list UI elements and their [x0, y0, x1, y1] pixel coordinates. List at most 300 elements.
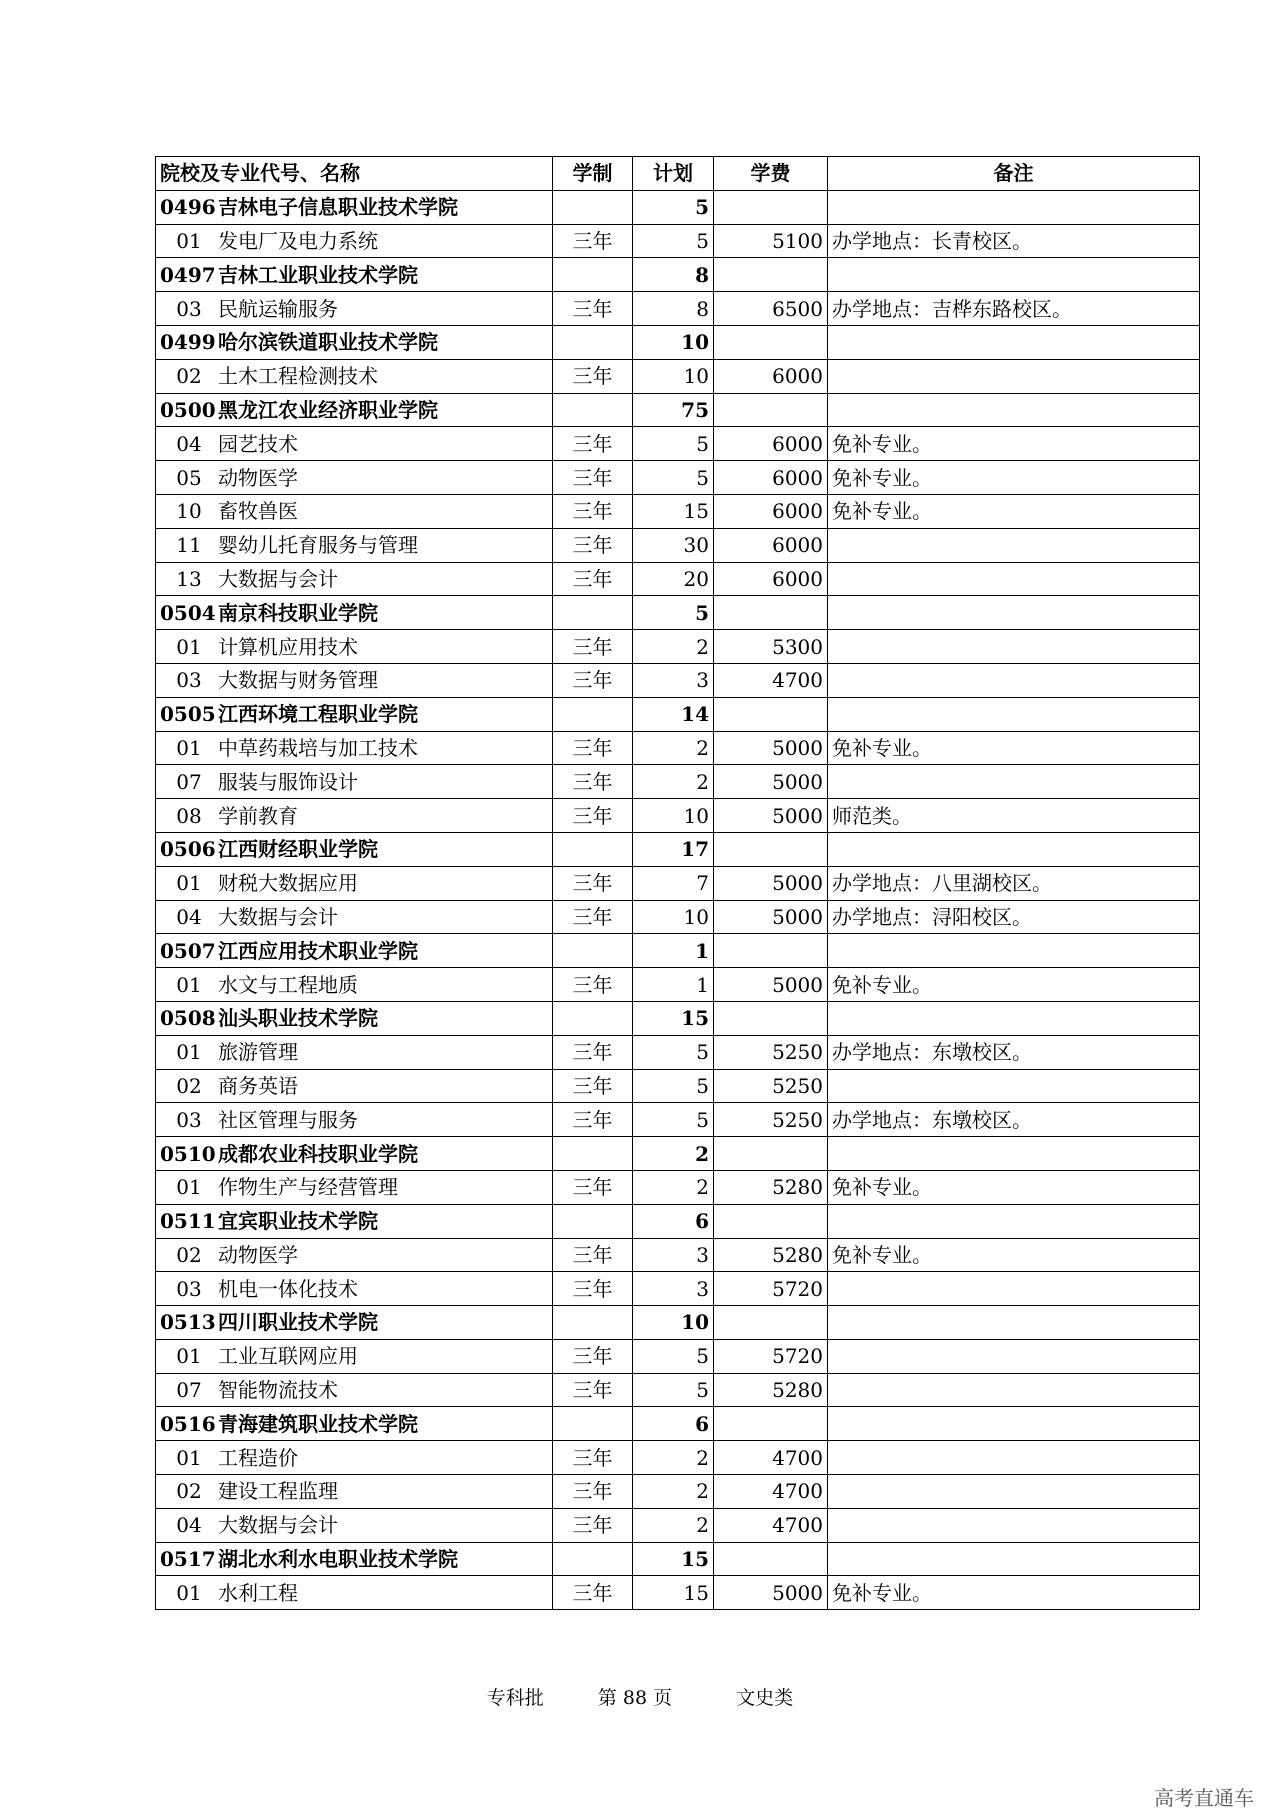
plan-cell: 2 — [633, 1441, 714, 1475]
name: 民航运输服务 — [218, 296, 338, 321]
name-cell — [156, 596, 553, 630]
name-cell — [156, 528, 553, 562]
note-cell — [828, 697, 1200, 731]
code: 03 — [176, 668, 202, 693]
name-cell — [156, 258, 553, 292]
note-cell — [828, 325, 1200, 359]
major-row — [156, 765, 1200, 799]
fee-cell: 6000 — [714, 359, 828, 393]
major-row — [156, 292, 1200, 326]
major-row — [156, 562, 1200, 596]
header-plan: 计划 — [633, 157, 714, 191]
major-row — [156, 528, 1200, 562]
plan-cell: 15 — [633, 494, 714, 528]
fee-cell — [714, 934, 828, 968]
fee-cell: 5250 — [714, 1035, 828, 1069]
header-note: 备注 — [828, 157, 1200, 191]
major-row — [156, 224, 1200, 258]
plan-cell: 10 — [633, 900, 714, 934]
system-cell — [553, 1407, 633, 1441]
note-cell — [828, 1542, 1200, 1576]
name-cell — [156, 1103, 553, 1137]
plan-cell: 2 — [633, 1508, 714, 1542]
plan-cell: 15 — [633, 1001, 714, 1035]
major-row — [156, 359, 1200, 393]
fee-cell: 5720 — [714, 1272, 828, 1306]
name-cell — [156, 427, 553, 461]
name-cell — [156, 731, 553, 765]
major-row — [156, 1103, 1200, 1137]
note-cell — [828, 393, 1200, 427]
name: 服装与服饰设计 — [218, 769, 358, 794]
code: 02 — [176, 1073, 202, 1098]
name: 计算机应用技术 — [218, 634, 358, 659]
name-cell — [156, 1272, 553, 1306]
code: 0506 — [160, 837, 216, 862]
code: 02 — [176, 364, 202, 389]
note-cell — [828, 359, 1200, 393]
plan-cell: 1 — [633, 968, 714, 1002]
name-cell — [156, 494, 553, 528]
fee-cell: 4700 — [714, 1475, 828, 1509]
code: 0497 — [160, 262, 216, 287]
fee-cell — [714, 1407, 828, 1441]
fee-cell: 5250 — [714, 1103, 828, 1137]
system-cell — [553, 393, 633, 427]
footer-category: 文史类 — [736, 1687, 794, 1709]
major-row — [156, 1576, 1200, 1610]
system-cell: 三年 — [553, 968, 633, 1002]
name: 四川职业技术学院 — [218, 1310, 378, 1335]
name-cell — [156, 1306, 553, 1340]
school-row — [156, 1137, 1200, 1171]
code: 02 — [176, 1242, 202, 1267]
name-cell — [156, 1035, 553, 1069]
plan-cell: 10 — [633, 325, 714, 359]
note-cell: 办学地点：浔阳校区。 — [828, 900, 1200, 934]
system-cell — [553, 1204, 633, 1238]
code: 0496 — [160, 195, 216, 220]
plan-cell: 8 — [633, 258, 714, 292]
fee-cell: 6000 — [714, 562, 828, 596]
watermark: 高考直通车 — [1154, 1786, 1254, 1810]
system-cell: 三年 — [553, 1576, 633, 1610]
plan-cell: 15 — [633, 1542, 714, 1576]
code: 0516 — [160, 1411, 216, 1436]
admissions-table — [155, 156, 1200, 1610]
code: 01 — [176, 1344, 202, 1369]
name: 吉林电子信息职业技术学院 — [218, 195, 458, 220]
name-cell — [156, 1373, 553, 1407]
name: 学前教育 — [218, 803, 298, 828]
plan-cell: 10 — [633, 799, 714, 833]
name-cell — [156, 393, 553, 427]
system-cell: 三年 — [553, 731, 633, 765]
name: 青海建筑职业技术学院 — [218, 1411, 418, 1436]
fee-cell: 4700 — [714, 1441, 828, 1475]
plan-cell: 2 — [633, 765, 714, 799]
fee-cell: 4700 — [714, 1508, 828, 1542]
name-cell — [156, 832, 553, 866]
major-row — [156, 799, 1200, 833]
fee-cell — [714, 393, 828, 427]
fee-cell: 5300 — [714, 630, 828, 664]
name: 园艺技术 — [218, 431, 298, 456]
system-cell: 三年 — [553, 630, 633, 664]
name-cell — [156, 562, 553, 596]
note-cell: 办学地点：东墩校区。 — [828, 1103, 1200, 1137]
name: 机电一体化技术 — [218, 1276, 358, 1301]
system-cell: 三年 — [553, 359, 633, 393]
fee-cell: 5000 — [714, 968, 828, 1002]
name: 社区管理与服务 — [218, 1107, 358, 1132]
fee-cell — [714, 258, 828, 292]
note-cell: 办学地点：长青校区。 — [828, 224, 1200, 258]
name-cell — [156, 934, 553, 968]
school-row — [156, 697, 1200, 731]
fee-cell: 5000 — [714, 799, 828, 833]
name-cell — [156, 1542, 553, 1576]
fee-cell: 5000 — [714, 900, 828, 934]
major-row — [156, 1035, 1200, 1069]
name-cell — [156, 1475, 553, 1509]
plan-cell: 3 — [633, 1272, 714, 1306]
school-row — [156, 934, 1200, 968]
name: 湖北水利水电职业技术学院 — [218, 1547, 458, 1572]
code: 02 — [176, 1479, 202, 1504]
name: 畜牧兽医 — [218, 499, 298, 524]
page-footer — [0, 1683, 1280, 1710]
system-cell: 三年 — [553, 1373, 633, 1407]
name-cell — [156, 866, 553, 900]
code: 01 — [176, 735, 202, 760]
note-cell — [828, 1137, 1200, 1171]
fee-cell — [714, 325, 828, 359]
plan-cell: 5 — [633, 1339, 714, 1373]
note-cell — [828, 1272, 1200, 1306]
name: 旅游管理 — [218, 1040, 298, 1065]
plan-cell: 15 — [633, 1576, 714, 1610]
major-row — [156, 1508, 1200, 1542]
name: 汕头职业技术学院 — [218, 1006, 378, 1031]
note-cell — [828, 258, 1200, 292]
code: 0511 — [160, 1209, 216, 1234]
note-cell: 免补专业。 — [828, 1238, 1200, 1272]
fee-cell — [714, 596, 828, 630]
school-row — [156, 1542, 1200, 1576]
note-cell — [828, 934, 1200, 968]
fee-cell: 5000 — [714, 866, 828, 900]
fee-cell — [714, 1306, 828, 1340]
school-row — [156, 325, 1200, 359]
code: 01 — [176, 1445, 202, 1470]
note-cell: 免补专业。 — [828, 731, 1200, 765]
system-cell: 三年 — [553, 562, 633, 596]
name-cell — [156, 1407, 553, 1441]
footer-batch: 专科批 — [486, 1687, 544, 1709]
name: 动物医学 — [218, 1242, 298, 1267]
name: 中草药栽培与加工技术 — [218, 735, 418, 760]
fee-cell: 5000 — [714, 765, 828, 799]
major-row — [156, 1238, 1200, 1272]
plan-cell: 3 — [633, 1238, 714, 1272]
note-cell — [828, 1339, 1200, 1373]
note-cell — [828, 1306, 1200, 1340]
code: 01 — [176, 1040, 202, 1065]
name-cell — [156, 1339, 553, 1373]
system-cell — [553, 1137, 633, 1171]
plan-cell: 5 — [633, 461, 714, 495]
code: 03 — [176, 1276, 202, 1301]
code: 0510 — [160, 1141, 216, 1166]
note-cell — [828, 1508, 1200, 1542]
school-row — [156, 1306, 1200, 1340]
code: 08 — [176, 803, 202, 828]
system-cell: 三年 — [553, 1272, 633, 1306]
plan-cell: 5 — [633, 1069, 714, 1103]
note-cell — [828, 190, 1200, 224]
fee-cell — [714, 697, 828, 731]
name: 建设工程监理 — [218, 1479, 338, 1504]
major-row — [156, 1069, 1200, 1103]
system-cell: 三年 — [553, 1441, 633, 1475]
major-row — [156, 1475, 1200, 1509]
school-row — [156, 1407, 1200, 1441]
plan-cell: 5 — [633, 1373, 714, 1407]
system-cell: 三年 — [553, 1339, 633, 1373]
code: 01 — [176, 972, 202, 997]
major-row — [156, 663, 1200, 697]
plan-cell: 2 — [633, 731, 714, 765]
name-cell — [156, 1204, 553, 1238]
name-cell — [156, 900, 553, 934]
note-cell — [828, 663, 1200, 697]
major-row — [156, 630, 1200, 664]
fee-cell: 6000 — [714, 528, 828, 562]
school-row — [156, 190, 1200, 224]
name: 水文与工程地质 — [218, 972, 358, 997]
code: 0508 — [160, 1006, 216, 1031]
plan-cell: 2 — [633, 630, 714, 664]
note-cell: 免补专业。 — [828, 968, 1200, 1002]
name: 水利工程 — [218, 1580, 298, 1605]
name: 工业互联网应用 — [218, 1344, 358, 1369]
plan-cell: 75 — [633, 393, 714, 427]
system-cell: 三年 — [553, 1170, 633, 1204]
name-cell — [156, 697, 553, 731]
system-cell: 三年 — [553, 1035, 633, 1069]
plan-cell: 6 — [633, 1407, 714, 1441]
plan-cell: 17 — [633, 832, 714, 866]
major-row — [156, 1272, 1200, 1306]
note-cell: 师范类。 — [828, 799, 1200, 833]
plan-cell: 2 — [633, 1137, 714, 1171]
table-body — [156, 190, 1200, 1609]
note-cell — [828, 528, 1200, 562]
code: 0499 — [160, 330, 216, 355]
fee-cell: 5280 — [714, 1373, 828, 1407]
name-cell — [156, 663, 553, 697]
name-cell — [156, 461, 553, 495]
major-row — [156, 1441, 1200, 1475]
fee-cell — [714, 1001, 828, 1035]
system-cell: 三年 — [553, 1103, 633, 1137]
fee-cell: 5280 — [714, 1238, 828, 1272]
code: 03 — [176, 296, 202, 321]
fee-cell: 6000 — [714, 427, 828, 461]
code: 0505 — [160, 702, 216, 727]
note-cell — [828, 1069, 1200, 1103]
system-cell — [553, 1001, 633, 1035]
name: 宜宾职业技术学院 — [218, 1209, 378, 1234]
plan-cell: 8 — [633, 292, 714, 326]
name: 黑龙江农业经济职业学院 — [218, 397, 438, 422]
note-cell — [828, 832, 1200, 866]
system-cell: 三年 — [553, 461, 633, 495]
fee-cell — [714, 1542, 828, 1576]
system-cell — [553, 190, 633, 224]
name: 智能物流技术 — [218, 1378, 338, 1403]
code: 01 — [176, 1175, 202, 1200]
system-cell: 三年 — [553, 1069, 633, 1103]
name-cell — [156, 765, 553, 799]
major-row — [156, 968, 1200, 1002]
fee-cell: 6500 — [714, 292, 828, 326]
code: 05 — [176, 465, 202, 490]
note-cell: 免补专业。 — [828, 1576, 1200, 1610]
name: 商务英语 — [218, 1073, 298, 1098]
system-cell — [553, 697, 633, 731]
name-cell — [156, 1069, 553, 1103]
note-cell — [828, 1204, 1200, 1238]
name: 大数据与会计 — [218, 566, 338, 591]
major-row — [156, 461, 1200, 495]
name: 大数据与财务管理 — [218, 668, 378, 693]
fee-cell — [714, 1137, 828, 1171]
name-cell — [156, 224, 553, 258]
code: 0517 — [160, 1547, 216, 1572]
note-cell: 办学地点：东墩校区。 — [828, 1035, 1200, 1069]
name: 成都农业科技职业学院 — [218, 1141, 418, 1166]
system-cell — [553, 325, 633, 359]
school-row — [156, 1001, 1200, 1035]
system-cell — [553, 596, 633, 630]
code: 04 — [176, 904, 202, 929]
system-cell — [553, 1542, 633, 1576]
code: 0504 — [160, 600, 216, 625]
fee-cell: 6000 — [714, 494, 828, 528]
name: 作物生产与经营管理 — [218, 1175, 398, 1200]
system-cell: 三年 — [553, 224, 633, 258]
system-cell: 三年 — [553, 799, 633, 833]
major-row — [156, 1373, 1200, 1407]
major-row — [156, 900, 1200, 934]
header-fee: 学费 — [714, 157, 828, 191]
name: 发电厂及电力系统 — [218, 228, 378, 253]
note-cell — [828, 1407, 1200, 1441]
system-cell — [553, 934, 633, 968]
fee-cell: 5000 — [714, 1576, 828, 1610]
fee-cell: 5000 — [714, 731, 828, 765]
name-cell — [156, 1137, 553, 1171]
plan-cell: 5 — [633, 596, 714, 630]
fee-cell: 5720 — [714, 1339, 828, 1373]
plan-cell: 10 — [633, 1306, 714, 1340]
plan-cell: 5 — [633, 224, 714, 258]
code: 07 — [176, 1378, 202, 1403]
name: 工程造价 — [218, 1445, 298, 1470]
note-cell: 办学地点：吉桦东路校区。 — [828, 292, 1200, 326]
plan-cell: 2 — [633, 1475, 714, 1509]
note-cell — [828, 630, 1200, 664]
major-row — [156, 866, 1200, 900]
fee-cell: 4700 — [714, 663, 828, 697]
plan-cell: 5 — [633, 427, 714, 461]
major-row — [156, 1339, 1200, 1373]
code: 07 — [176, 769, 202, 794]
name: 江西环境工程职业学院 — [218, 702, 418, 727]
plan-cell: 7 — [633, 866, 714, 900]
name-cell — [156, 1576, 553, 1610]
code: 01 — [176, 634, 202, 659]
name: 江西财经职业学院 — [218, 837, 378, 862]
header-name: 院校及专业代号、名称 — [156, 157, 553, 191]
name: 婴幼儿托育服务与管理 — [218, 533, 418, 558]
plan-cell: 5 — [633, 190, 714, 224]
school-row — [156, 258, 1200, 292]
note-cell — [828, 765, 1200, 799]
name: 南京科技职业学院 — [218, 600, 378, 625]
name-cell — [156, 1238, 553, 1272]
system-cell: 三年 — [553, 528, 633, 562]
note-cell: 免补专业。 — [828, 1170, 1200, 1204]
note-cell — [828, 1475, 1200, 1509]
code: 0500 — [160, 397, 216, 422]
system-cell: 三年 — [553, 900, 633, 934]
system-cell — [553, 1306, 633, 1340]
name-cell — [156, 292, 553, 326]
code: 01 — [176, 871, 202, 896]
fee-cell: 6000 — [714, 461, 828, 495]
name: 大数据与会计 — [218, 1513, 338, 1538]
fee-cell — [714, 190, 828, 224]
system-cell — [553, 832, 633, 866]
code: 0507 — [160, 938, 216, 963]
fee-cell — [714, 832, 828, 866]
name-cell — [156, 630, 553, 664]
code: 0513 — [160, 1310, 216, 1335]
note-cell — [828, 1373, 1200, 1407]
name-cell — [156, 1001, 553, 1035]
system-cell: 三年 — [553, 1508, 633, 1542]
code: 04 — [176, 1513, 202, 1538]
note-cell — [828, 562, 1200, 596]
plan-cell: 5 — [633, 1035, 714, 1069]
system-cell: 三年 — [553, 1475, 633, 1509]
plan-cell: 5 — [633, 1103, 714, 1137]
note-cell — [828, 1441, 1200, 1475]
fee-cell: 5280 — [714, 1170, 828, 1204]
name: 动物医学 — [218, 465, 298, 490]
name-cell — [156, 1441, 553, 1475]
code: 11 — [176, 533, 202, 558]
plan-cell: 2 — [633, 1170, 714, 1204]
plan-cell: 14 — [633, 697, 714, 731]
code: 13 — [176, 566, 202, 591]
school-row — [156, 393, 1200, 427]
plan-cell: 10 — [633, 359, 714, 393]
name-cell — [156, 1508, 553, 1542]
